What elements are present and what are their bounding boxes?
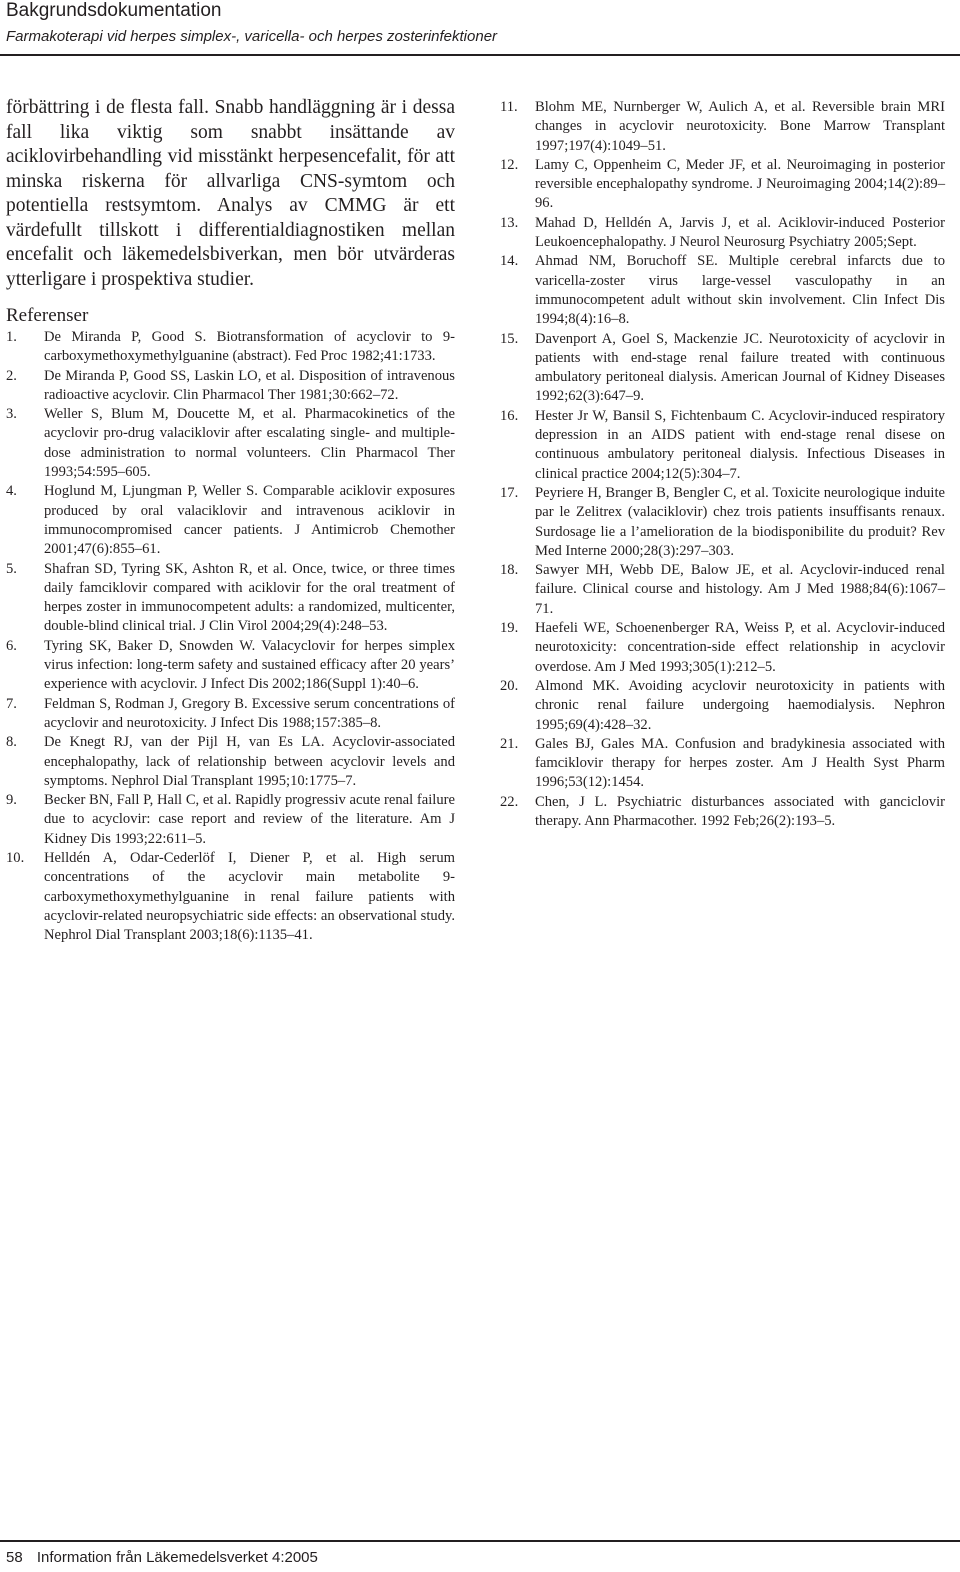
reference-item	[6, 367, 455, 406]
reference-text: Helldén A, Odar-Cederlöf I, Diener P, et al. High serum concentrations of the acyclovir main metabolite 9-carboxymethoxymethylguanine in renal failure patients with acyclovir-related neuropsychiatric side effects: an observational study. Nephrol Dial Transplant 2003;18(6):1135–41.	[44, 850, 455, 944]
reference-number: 22.	[500, 793, 519, 810]
reference-number: 6.	[6, 637, 17, 654]
reference-number: 15.	[500, 330, 519, 347]
reference-text: Hoglund M, Ljungman P, Weller S. Comparable aciklovir exposures produced by oral valaciklovir and intravenous aciklovir in immunocompromised cancer patients. J Antimicrob Chemother 2001;47(6):855–61.	[44, 483, 455, 558]
reference-item	[500, 677, 945, 735]
reference-text: De Miranda P, Good S. Biotransformation of acyclovir to 9-carboxymethoxymethylguanine (abstract). Fed Proc 1982;41:1733.	[44, 329, 455, 365]
reference-text: Sawyer MH, Webb DE, Balow JE, et al. Acyclovir-induced renal failure. Clinical course and histology. Am J Med 1988;84(6):1067–71.	[535, 562, 945, 617]
reference-text: Mahad D, Helldén A, Jarvis J, et al. Aciklovir-induced Posterior Leukoencephalopathy. J Neurol Neurosurg Psychiatry 2005;Sept.	[535, 214, 945, 251]
reference-text: Chen, J L. Psychiatric disturbances associated with ganciclovir therapy. Ann Pharmacother. 1992 Feb;26(2):193–5.	[535, 793, 945, 829]
reference-text: Shafran SD, Tyring SK, Ashton R, et al. Once, twice, or three times daily famciklovir compared with aciklovir for the oral treatment of herpes zoster in immunocompetent adults: a randomized, multicenter, double-blind clinical trial. J Clin Virol 2004;29(4):248–53.	[44, 560, 455, 635]
reference-number: 4.	[6, 483, 17, 500]
document-title: Bakgrundsdokumentation	[6, 0, 222, 21]
document-subtitle: Farmakoterapi vid herpes simplex-, varicella- och herpes zosterinfektioner	[6, 28, 498, 45]
reference-text: Hester Jr W, Bansil S, Fichtenbaum C. Acyclovir-induced respiratory depression in an AIDS patient with end-stage renal disese on continuous ambulatory peritoneal dialysis. Infectious Diseases in clinical practice 2004;12(5):304–7.	[535, 407, 945, 482]
reference-number: 13.	[500, 214, 519, 231]
reference-number: 17.	[500, 484, 519, 501]
reference-number: 9.	[6, 792, 17, 809]
reference-item	[6, 637, 455, 695]
reference-number: 16.	[500, 407, 519, 424]
reference-item	[500, 735, 945, 793]
reference-text: Ahmad NM, Boruchoff SE. Multiple cerebral infarcts due to varicella-zoster virus large-vessel vasculopathy in an immunocompetent adult without skin involvement. Clin Infect Dis 1994;8(4):16–8.	[535, 253, 945, 328]
reference-text: Becker BN, Fall P, Hall C, et al. Rapidly progressiv acute renal failure due to acyclovir: case report and review of the literature. Am J Kidney Dis 1993;22:611–5.	[44, 792, 455, 847]
left-column	[6, 96, 455, 946]
reference-item	[6, 560, 455, 637]
reference-text: Almond MK. Avoiding acyclovir neurotoxicity in patients with chronic renal failure undergoing haemodialysis. Nephron 1995;69(4):428–32.	[535, 677, 945, 733]
reference-number: 3.	[6, 406, 17, 423]
reference-item	[6, 791, 455, 849]
reference-number: 10.	[6, 850, 25, 867]
reference-text: Feldman S, Rodman J, Gregory B. Excessive serum concentrations of acyclovir and neurotoxicity. J Infect Dis 1988;157:385–8.	[44, 695, 455, 731]
reference-text: Weller S, Blum M, Doucette M, et al. Pharmacokinetics of the acyclovir pro-drug valaciklovir after escalating single- and multiple-dose administration to normal volunteers. Clin Pharmacol Ther 1993;54:595–605.	[44, 406, 455, 481]
footer-divider	[0, 1540, 960, 1542]
reference-item	[500, 330, 945, 407]
reference-number: 7.	[6, 695, 17, 712]
reference-number: 18.	[500, 562, 519, 579]
reference-item	[6, 849, 455, 945]
reference-number: 11.	[500, 99, 518, 115]
reference-item	[500, 561, 945, 619]
references-list-right	[500, 98, 945, 831]
reference-text: Davenport A, Goel S, Mackenzie JC. Neurotoxicity of acyclovir in patients with end-stage renal failure treated with continuous ambulatory peritoneal dialysis. American Journal of Kidney Diseases 1992;62(3):647–9.	[535, 330, 945, 405]
reference-text: Haefeli WE, Schoenenberger RA, Weiss P, et al. Acyclovir-induced neurotoxicity: concentration-side effect relationship in acyclovir overdose. Am J Med 1993;305(1):212–5.	[535, 620, 945, 675]
reference-text: De Miranda P, Good SS, Laskin LO, et al. Disposition of intravenous radioactive acyclovir. Clin Pharmacol Ther 1981;30:662–72.	[44, 367, 455, 403]
reference-item	[6, 733, 455, 791]
intro-paragraph: förbättring i de flesta fall. Snabb handläggning är i dessa fall lika viktig som snabbt insättande av aciklovirbehandling vid misstänkt herpesencefalit, för att minska riskerna för allvarliga CNS-symtom och potentiella restsymtom. Analys av CMMG är ett värdefullt tillskott i differentialdiagnostiken mellan encefalit och läkemedelsbiverkan, men bör utvärderas ytterligare i prospektiva studier.	[6, 97, 455, 290]
reference-item	[500, 619, 945, 677]
reference-text: Peyriere H, Branger B, Bengler C, et al. Toxicite neurologique induite par le Zelitrex (valaciklovir) chez trois patients insuffisants renaux. Surdosage lie a l’amelioration de la biodisponibilite du produit? Rev Med Interne 2000;28(3):297–303.	[535, 484, 945, 559]
reference-item	[500, 793, 945, 832]
reference-number: 8.	[6, 734, 17, 751]
reference-text: De Knegt RJ, van der Pijl H, van Es LA. Acyclovir-associated encephalopathy, lack of relationship between acyclovir levels and symptoms. Nephrol Dial Transplant 1995;10:1775–7.	[44, 734, 455, 789]
reference-number: 21.	[500, 735, 519, 752]
reference-item	[6, 328, 455, 367]
reference-item	[500, 484, 945, 561]
reference-number: 12.	[500, 156, 519, 173]
header-divider	[0, 54, 960, 56]
reference-text: Gales BJ, Gales MA. Confusion and bradykinesia associated with famciklovir therapy for herpes zoster. Am J Health Syst Pharm 1996;53(12):1454.	[535, 735, 945, 791]
references-heading: Referenser	[6, 305, 89, 326]
page-number: 58	[6, 1549, 23, 1566]
reference-item	[500, 252, 945, 329]
reference-item	[500, 214, 945, 253]
footer-text: Information från Läkemedelsverket 4:2005	[36, 1549, 318, 1566]
reference-item	[6, 482, 455, 559]
right-column	[500, 98, 945, 831]
reference-text: Blohm ME, Nurnberger W, Aulich A, et al. Reversible brain MRI changes in acyclovir neurotoxicity. Bone Marrow Transplant 1997;197(4):1049–51.	[535, 99, 945, 154]
references-list-left	[6, 328, 455, 946]
reference-item	[6, 695, 455, 734]
reference-number: 14.	[500, 253, 519, 270]
reference-number: 20.	[500, 677, 519, 694]
reference-item	[500, 156, 945, 214]
reference-number: 2.	[6, 367, 17, 384]
reference-number: 5.	[6, 560, 17, 577]
reference-number: 19.	[500, 620, 519, 637]
reference-number: 1.	[6, 329, 17, 345]
reference-item	[6, 405, 455, 482]
reference-text: Lamy C, Oppenheim C, Meder JF, et al. Neuroimaging in posterior reversible encephalopathy syndrome. J Neuroimaging 2004;14(2):89–96.	[535, 156, 945, 212]
reference-item	[500, 407, 945, 484]
reference-text: Tyring SK, Baker D, Snowden W. Valacyclovir for herpes simplex virus infection: long-term safety and sustained efficacy after 20 years’ experience with acyclovir. J Infect Dis 2002;186(Suppl 1):40–6.	[44, 637, 455, 693]
page-footer	[6, 1549, 318, 1567]
reference-item	[500, 98, 945, 156]
